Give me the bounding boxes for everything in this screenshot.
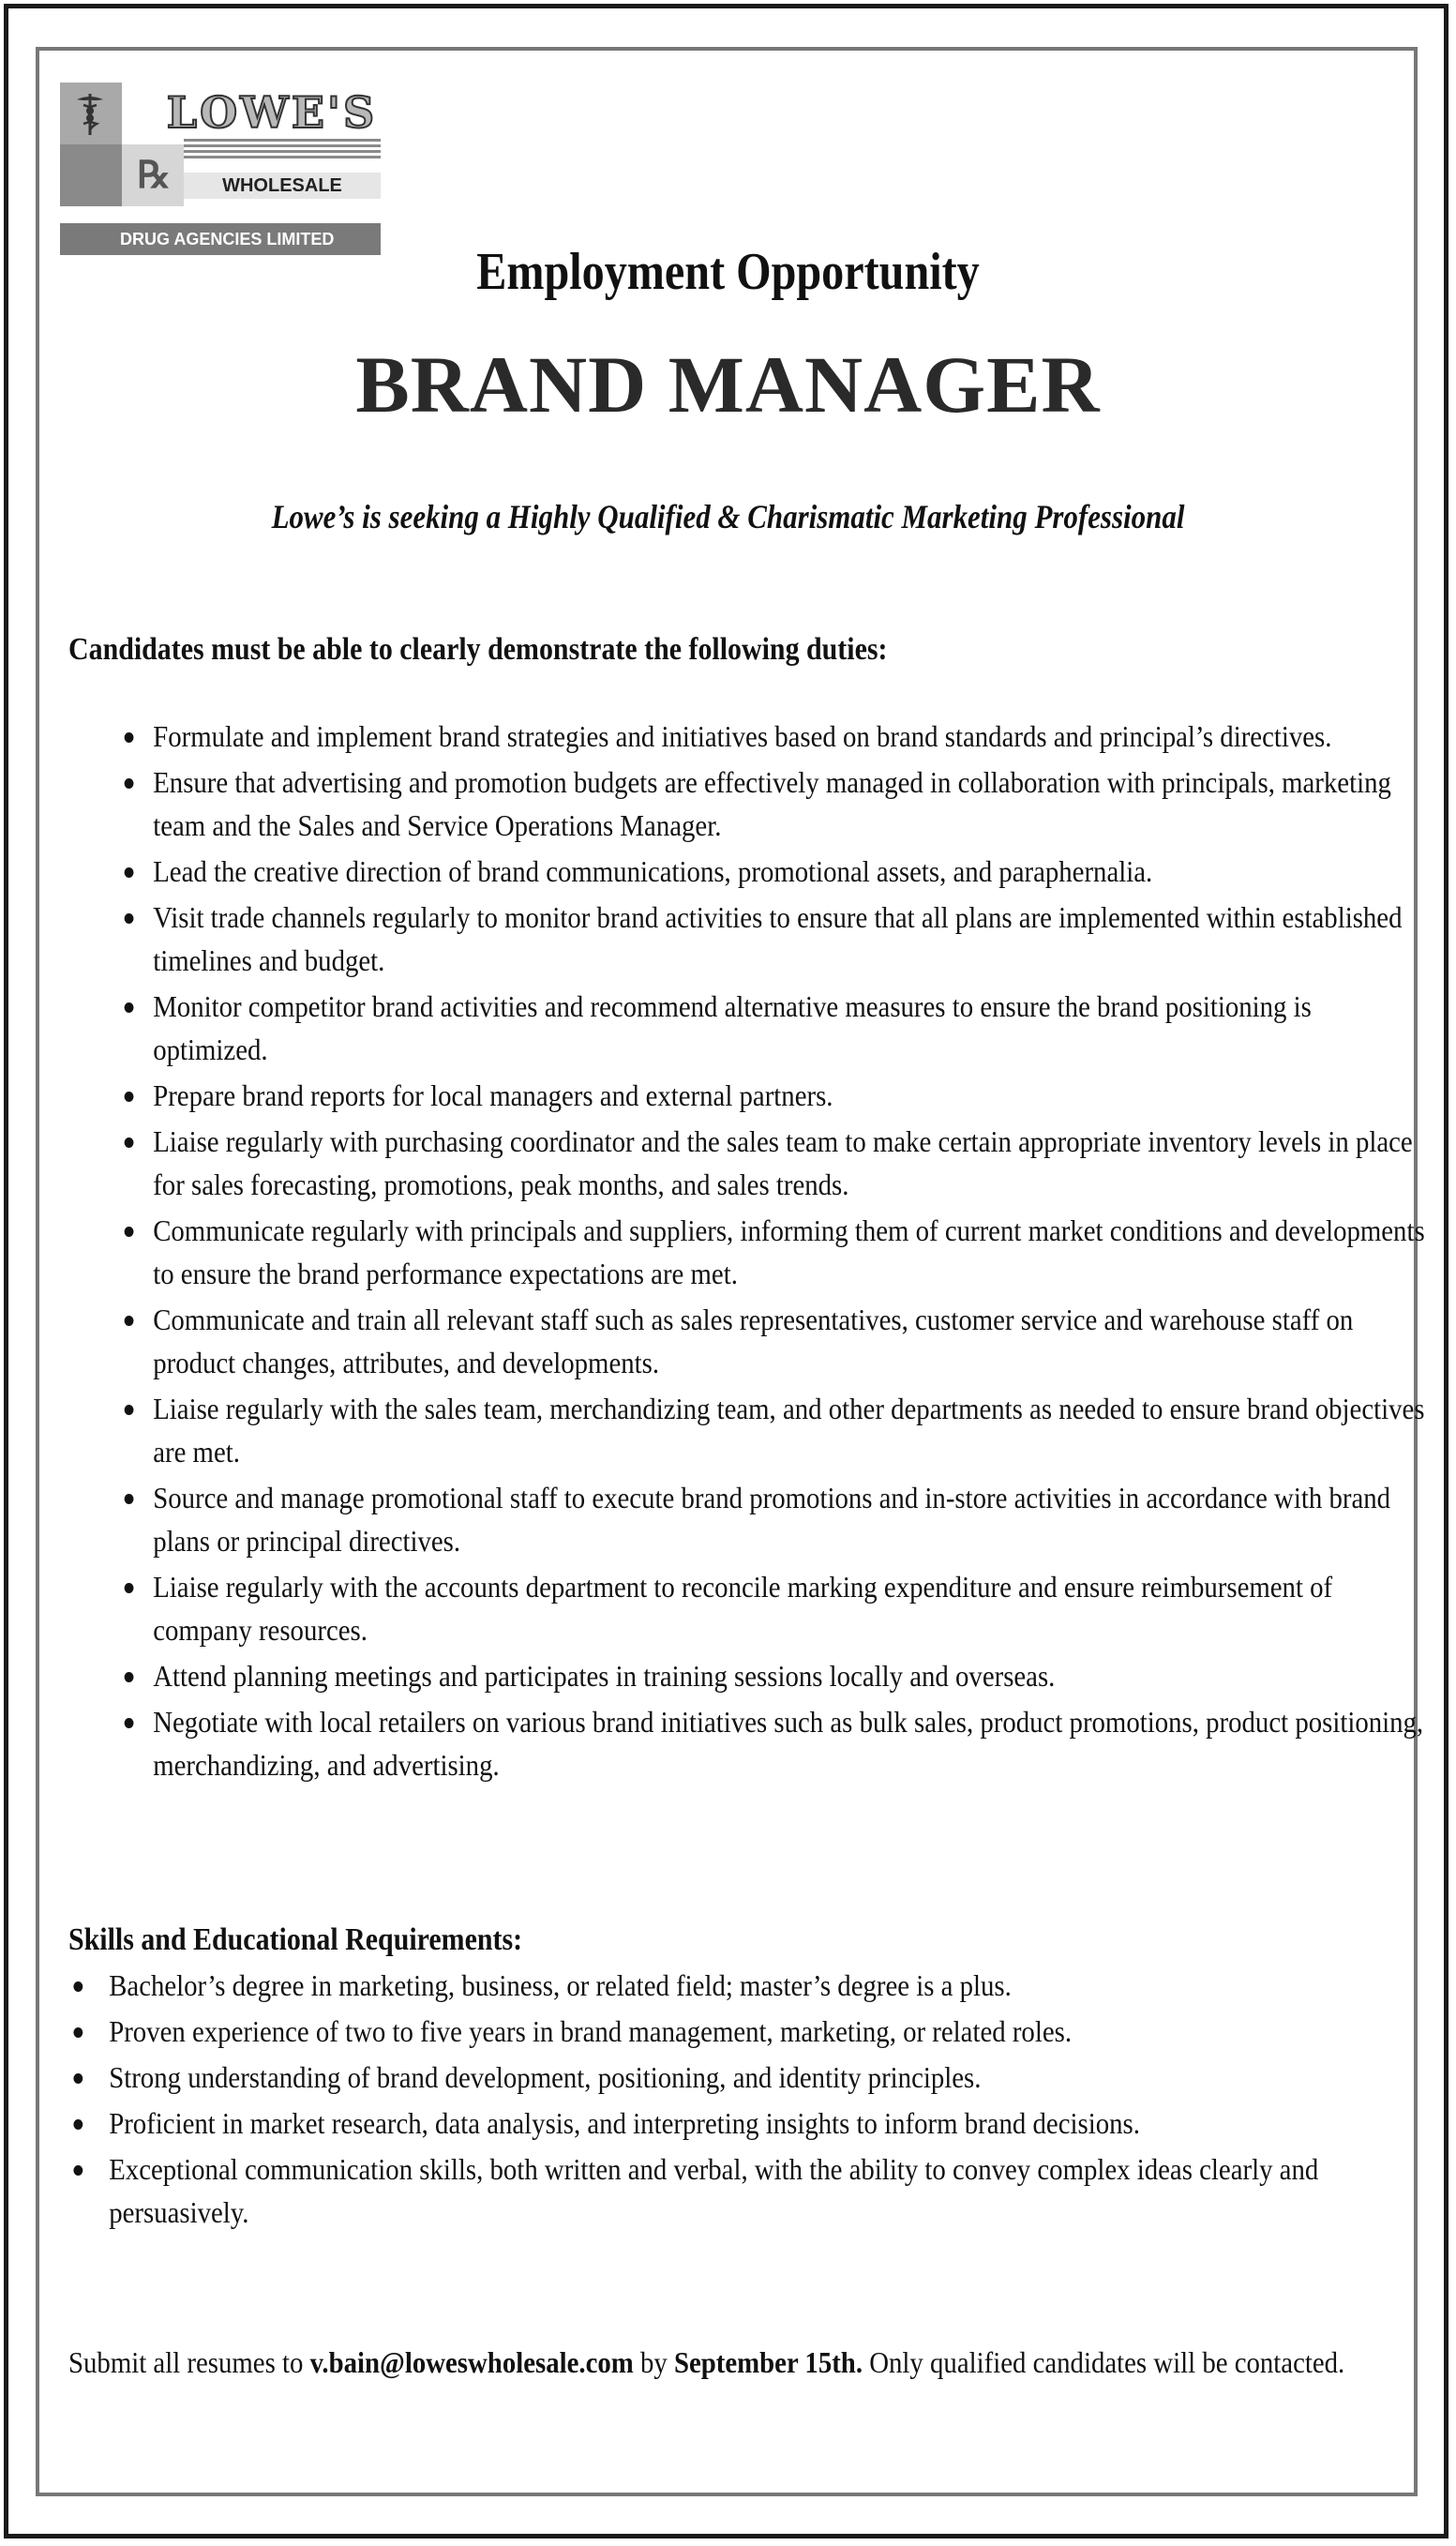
list-item: Liaise regularly with the sales team, merchandizing team, and other departments as needed to ensure brand objectives are met. — [113, 1387, 1427, 1473]
list-item: Attend planning meetings and participates in training sessions locally and overseas. — [113, 1654, 1427, 1697]
list-item: Formulate and implement brand strategies and initiatives based on brand standards and principal’s directives. — [113, 715, 1427, 758]
list-item: Proficient in market research, data analysis, and interpreting insights to inform brand decisions. — [68, 2102, 1425, 2145]
list-item: Monitor competitor brand activities and recommend alternative measures to ensure the brand positioning is optimized. — [113, 985, 1427, 1071]
subheading: Employment Opportunity — [476, 243, 980, 301]
logo-square — [60, 144, 122, 206]
list-item: Communicate and train all relevant staff such as sales representatives, customer service and warehouse staff on product changes, attributes, and developments. — [113, 1298, 1427, 1384]
submission-middle: by — [633, 2345, 674, 2379]
submission-prefix: Submit all resumes to — [68, 2345, 310, 2379]
tagline: Lowe’s is seeking a Highly Qualified & Charismatic Marketing Professional — [271, 498, 1185, 535]
list-item: Communicate regularly with principals and suppliers, informing them of current market conditions and developments to ensure the brand performance expectations are met. — [113, 1209, 1427, 1295]
list-item: Liaise regularly with the accounts department to reconcile marking expenditure and ensure reimbursement of company resources. — [113, 1565, 1427, 1651]
brand-name: LOWE'S — [166, 87, 378, 138]
rx-icon: ℞ — [137, 153, 171, 197]
duties-heading: Candidates must be able to clearly demonstrate the following duties: — [68, 632, 888, 667]
list-item: Exceptional communication skills, both written and verbal, with the ability to convey complex ideas clearly and persuasively. — [68, 2147, 1425, 2234]
skills-heading: Skills and Educational Requirements: — [68, 1922, 523, 1957]
list-item: Strong understanding of brand development, positioning, and identity principles. — [68, 2056, 1425, 2099]
submission-suffix: Only qualified candidates will be contacted. — [863, 2345, 1345, 2379]
list-item: Bachelor’s degree in marketing, business, or related field; master’s degree is a plus. — [68, 1964, 1425, 2007]
submission-deadline: September 15th. — [673, 2345, 863, 2379]
caduceus-icon — [71, 92, 109, 137]
list-item: Ensure that advertising and promotion budgets are effectively managed in collaboration with principals, marketing team and the Sales and Service Operations Manager. — [113, 761, 1427, 847]
list-item: Proven experience of two to five years in brand management, marketing, or related roles. — [68, 2010, 1425, 2053]
skills-list — [68, 1964, 1418, 2237]
submission-note — [68, 2341, 1385, 2384]
submission-email[interactable]: v.bain@loweswholesale.com — [309, 2345, 634, 2379]
list-item: Visit trade channels regularly to monitor brand activities to ensure that all plans are implemented within established timelines and budget. — [113, 896, 1427, 982]
company-subtitle: DRUG AGENCIES LIMITED — [60, 223, 381, 255]
duties-list — [113, 715, 1425, 1789]
list-item: Liaise regularly with purchasing coordinator and the sales team to make certain appropriate inventory levels in place for sales forecasting, promotions, peak months, and sales trends. — [113, 1120, 1427, 1206]
job-title: BRAND MANAGER — [355, 339, 1101, 429]
list-item: Lead the creative direction of brand communications, promotional assets, and paraphernalia. — [113, 850, 1427, 893]
list-item: Prepare brand reports for local managers and external partners. — [113, 1074, 1427, 1117]
company-logo — [60, 83, 381, 257]
list-item: Source and manage promotional staff to execute brand promotions and in-store activities in accordance with brand plans or principal directives. — [113, 1476, 1427, 1562]
list-item: Negotiate with local retailers on various brand initiatives such as bulk sales, product promotions, product positioning, merchandizing, and advertising. — [113, 1700, 1427, 1786]
logo-block — [60, 83, 381, 206]
wholesale-label: WHOLESALE — [184, 173, 381, 199]
logo-stripes — [184, 139, 381, 159]
